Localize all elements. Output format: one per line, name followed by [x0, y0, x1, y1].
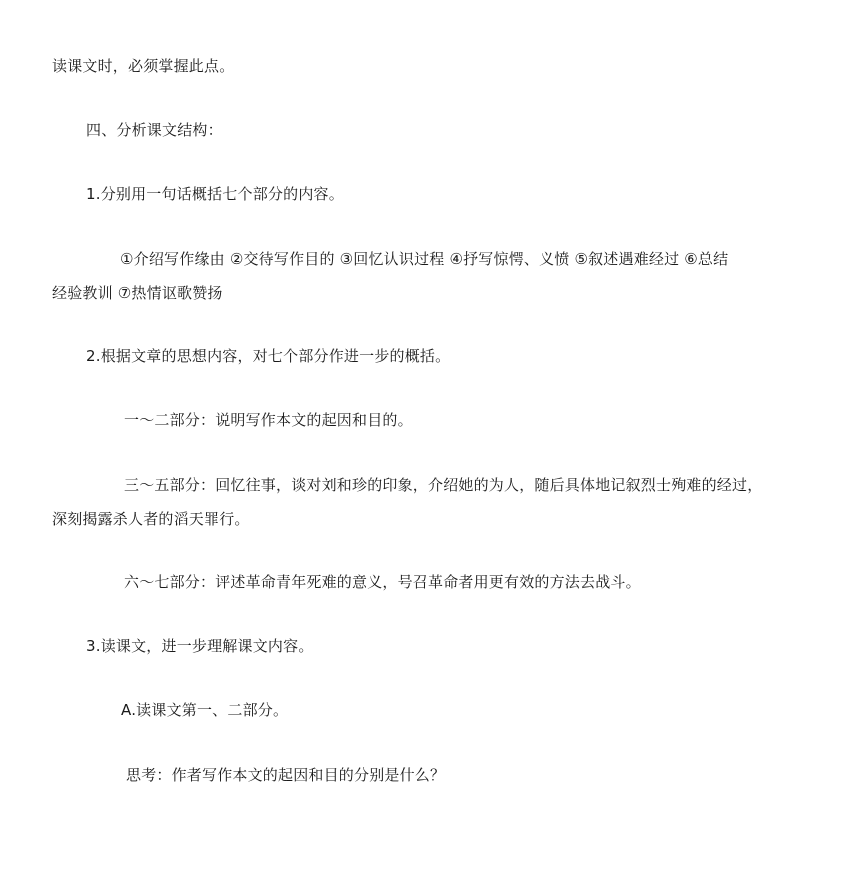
part-summary: 六～七部分：评述革命青年死难的意义，号召革命者用更有效的方法去战斗。: [124, 573, 641, 591]
list-item-heading: 3.读课文，进一步理解课文内容。: [86, 637, 314, 655]
part-summary: 一～二部分：说明写作本文的起因和目的。: [124, 411, 413, 429]
section-heading: 四、分析课文结构：: [86, 121, 223, 139]
sub-item-heading: A.读课文第一、二部分。: [121, 701, 289, 719]
question-text: 思考：作者写作本文的起因和目的分别是什么？: [126, 766, 446, 784]
list-item-heading: 2.根据文章的思想内容，对七个部分作进一步的概括。: [86, 347, 451, 365]
summary-list-line-1: ①介绍写作缘由 ②交待写作目的 ③回忆认识过程 ④抒写惊愕、义愤 ⑤叙述遇难经过 ⑥总结: [120, 250, 729, 268]
part-summary-line-1: 三～五部分：回忆往事，谈对刘和珍的印象，介绍她的为人，随后具体地记叙烈士殉难的经过，: [124, 476, 763, 494]
part-summary-line-2: 深刻揭露杀人者的滔天罪行。: [52, 510, 250, 528]
summary-list-line-2: 经验教训 ⑦热情讴歌赞扬: [52, 284, 223, 302]
paragraph-text: 读课文时，必须掌握此点。: [52, 57, 235, 75]
list-item-heading: 1.分别用一句话概括七个部分的内容。: [86, 185, 344, 203]
